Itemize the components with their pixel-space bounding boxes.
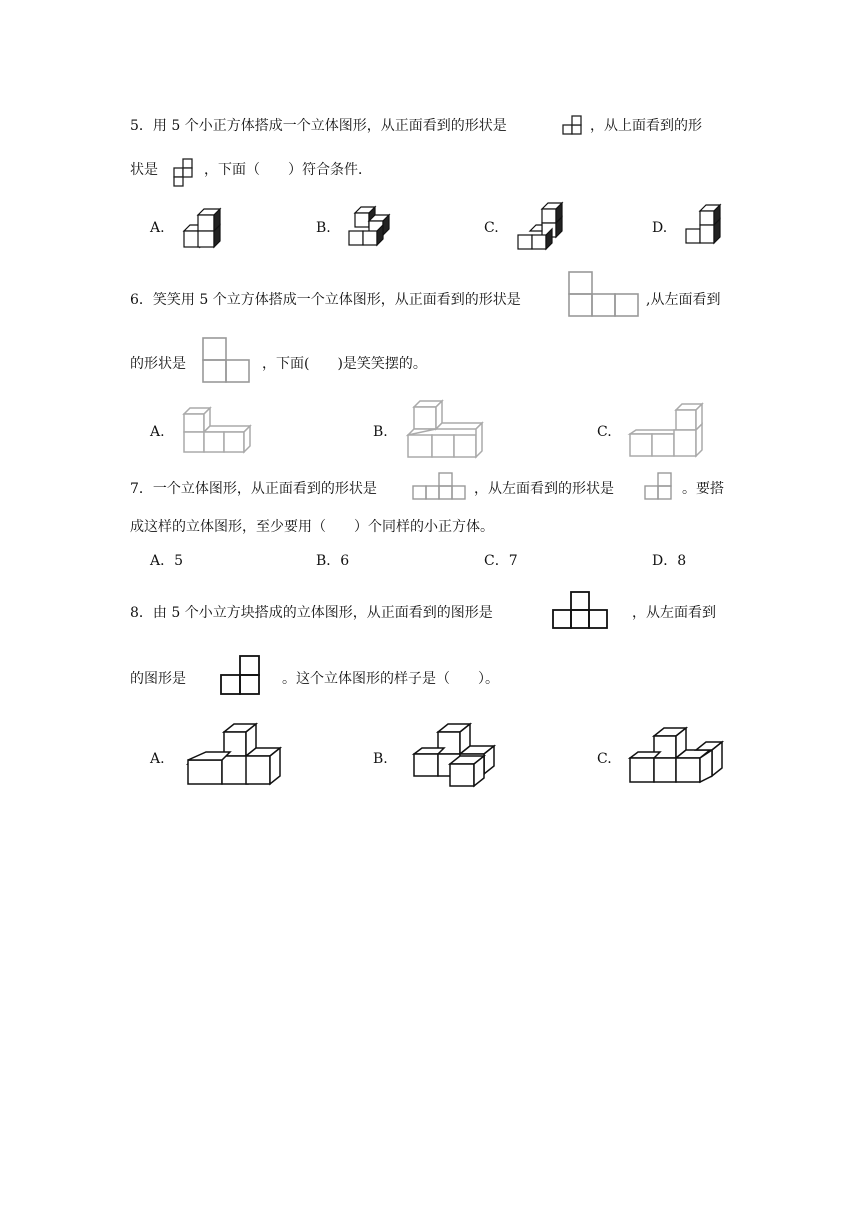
q8-option-b-cubes[interactable] — [410, 724, 506, 788]
q8-left-view-figure — [219, 655, 263, 697]
q8-line1-text-a: 8．由 5 个小立方块搭成的立体图形，从正面看到的图形是 — [130, 605, 493, 621]
q7-option-c[interactable]: C．7 — [484, 553, 518, 569]
q8-option-a-label[interactable]: A. — [150, 751, 165, 767]
q6-front-view-figure — [566, 270, 642, 318]
q8-option-b-label[interactable]: B. — [373, 751, 388, 767]
q6-line2-text-b: ，下面( )是笑笑摆的。 — [262, 356, 427, 372]
q6-line2-text-a: 的形状是 — [130, 356, 186, 372]
q8-option-c-cubes[interactable] — [626, 728, 726, 788]
q5-option-a-label[interactable]: A. — [150, 220, 165, 236]
q6-option-a-label[interactable]: A. — [150, 424, 165, 440]
q5-top-view-figure — [172, 157, 196, 187]
q5-line1-text-b: ，从上面看到的形 — [590, 118, 702, 134]
q6-line1-text-b: ,从左面看到 — [646, 292, 721, 308]
q5-front-view-figure — [562, 114, 584, 136]
q5-option-c-label[interactable]: C. — [484, 220, 499, 236]
q7-line1-text-a: 7．一个立体图形，从正面看到的形状是 — [130, 481, 377, 497]
q5-option-d-cubes[interactable] — [682, 203, 728, 251]
q6-option-b-cubes[interactable] — [404, 399, 486, 461]
q7-option-b[interactable]: B．6 — [316, 553, 350, 569]
q5-line1-text-a: 5．用 5 个小正方体搭成一个立体图形，从正面看到的形状是 — [130, 118, 507, 134]
q8-line2-text-a: 的图形是 — [130, 671, 186, 687]
q6-option-c-label[interactable]: C. — [597, 424, 612, 440]
q7-left-view-figure — [642, 472, 676, 502]
q8-line2-text-b: 。这个立体图形的样子是（ ）。 — [282, 671, 499, 687]
q8-front-view-figure — [551, 590, 609, 630]
q8-line1-text-b: ，从左面看到 — [632, 605, 716, 621]
q5-option-d-label[interactable]: D. — [652, 220, 668, 236]
q6-left-view-figure — [200, 336, 254, 386]
q8-option-a-cubes[interactable] — [184, 724, 288, 788]
q7-line1-text-b: ，从左面看到的形状是 — [474, 481, 614, 497]
q5-line2-text-b: ，下面（ ）符合条件． — [204, 162, 372, 178]
q7-option-d[interactable]: D．8 — [652, 553, 687, 569]
q5-option-a-cubes[interactable] — [180, 205, 228, 251]
q6-option-c-cubes[interactable] — [626, 402, 708, 460]
q6-option-b-label[interactable]: B. — [373, 424, 388, 440]
q5-option-b-cubes[interactable] — [345, 203, 395, 249]
q7-line2-text: 成这样的立体图形，至少要用（ ）个同样的小正方体。 — [130, 519, 494, 535]
q8-option-c-label[interactable]: C. — [597, 751, 612, 767]
q5-option-b-label[interactable]: B. — [316, 220, 331, 236]
q5-option-c-cubes[interactable] — [514, 201, 568, 253]
q5-line2-text-a: 状是 — [130, 162, 158, 178]
q7-front-view-figure — [410, 472, 468, 502]
q6-line1-text-a: 6．笑笑用 5 个立方体搭成一个立体图形，从正面看到的形状是 — [130, 292, 521, 308]
q6-option-a-cubes[interactable] — [180, 404, 258, 458]
q7-line1-text-c: 。要搭 — [682, 481, 724, 497]
q7-option-a[interactable]: A．5 — [150, 553, 184, 569]
